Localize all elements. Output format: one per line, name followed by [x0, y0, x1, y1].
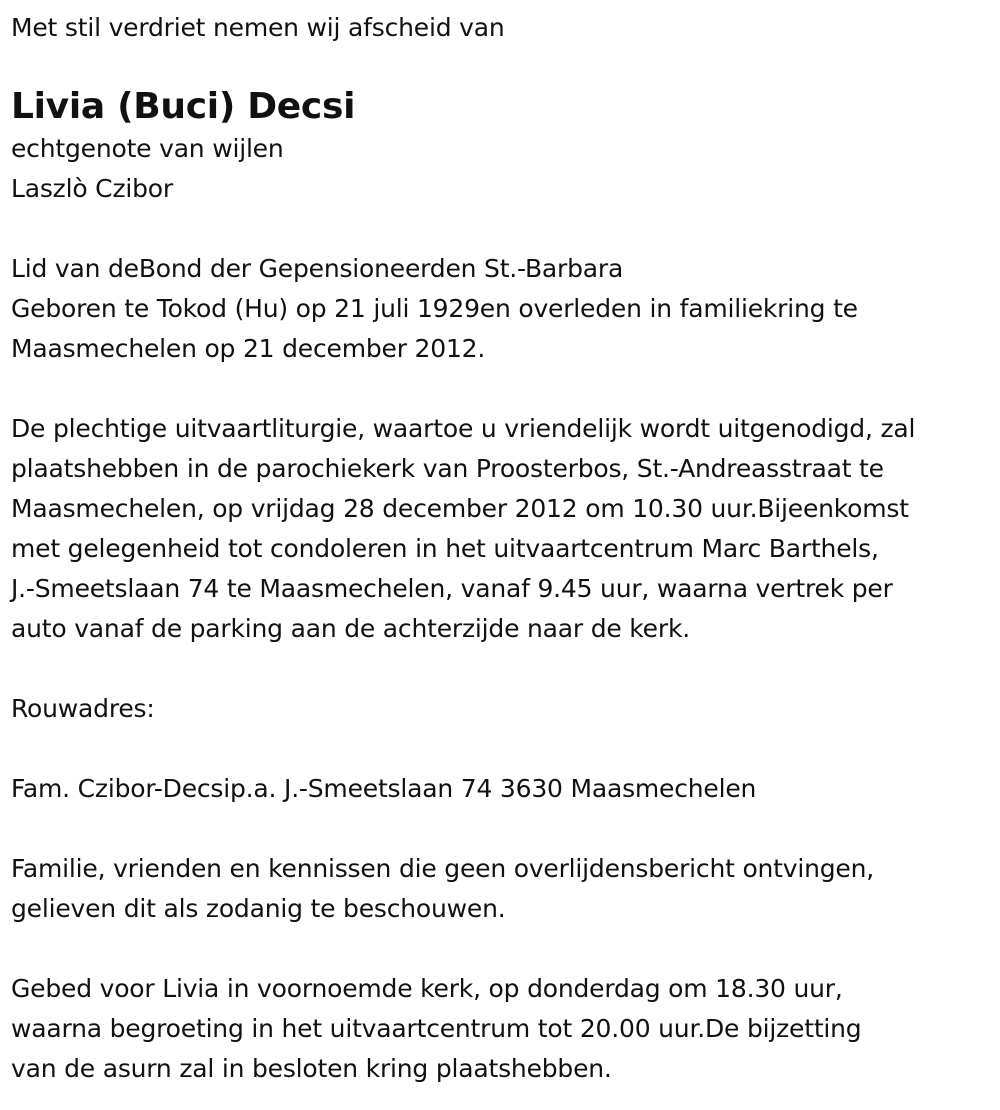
ceremony-line: De plechtige uitvaartliturgie, waartoe u vriendelijk wordt uitgenodigd, zal [11, 414, 916, 443]
mourning-address-label-block [11, 689, 996, 729]
mourning-address-label: Rouwadres: [11, 694, 155, 723]
ceremony-block [11, 409, 996, 649]
notice-line: gelieven dit als zodanig te beschouwen. [11, 894, 506, 923]
notice-block [11, 849, 996, 929]
prayer-line: van de asurn zal in besloten kring plaatshebben. [11, 1054, 612, 1083]
mourning-address-block [11, 769, 996, 809]
bio-block [11, 249, 996, 369]
prayer-line: Gebed voor Livia in voornoemde kerk, op donderdag om 18.30 uur, [11, 974, 843, 1003]
obituary-document [11, 8, 996, 1089]
ceremony-line: plaatshebben in de parochiekerk van Proosterbos, St.-Andreasstraat te [11, 454, 884, 483]
bio-line: Geboren te Tokod (Hu) op 21 juli 1929en overleden in familiekring te [11, 294, 858, 323]
bio-line: Maasmechelen op 21 december 2012. [11, 334, 486, 363]
prayer-line: waarna begroeting in het uitvaartcentrum tot 20.00 uur.De bijzetting [11, 1014, 862, 1043]
spouse-line: echtgenote van wijlen [11, 134, 284, 163]
intro-text: Met stil verdriet nemen wij afscheid van [11, 13, 505, 42]
ceremony-line: auto vanaf de parking aan de achterzijde naar de kerk. [11, 614, 690, 643]
ceremony-line: Maasmechelen, op vrijdag 28 december 2012 om 10.30 uur.Bijeenkomst [11, 494, 909, 523]
spouse-block [11, 129, 996, 209]
deceased-name: Livia (Buci) Decsi [11, 86, 356, 127]
mourning-address: Fam. Czibor-Decsip.a. J.-Smeetslaan 74 3630 Maasmechelen [11, 774, 757, 803]
prayer-block [11, 969, 996, 1089]
ceremony-line: met gelegenheid tot condoleren in het uitvaartcentrum Marc Barthels, [11, 534, 879, 563]
ceremony-line: J.-Smeetslaan 74 te Maasmechelen, vanaf 9.45 uur, waarna vertrek per [11, 574, 893, 603]
spouse-line: Laszlò Czibor [11, 174, 173, 203]
notice-line: Familie, vrienden en kennissen die geen overlijdensbericht ontvingen, [11, 854, 875, 883]
bio-line: Lid van deBond der Gepensioneerden St.-Barbara [11, 254, 624, 283]
